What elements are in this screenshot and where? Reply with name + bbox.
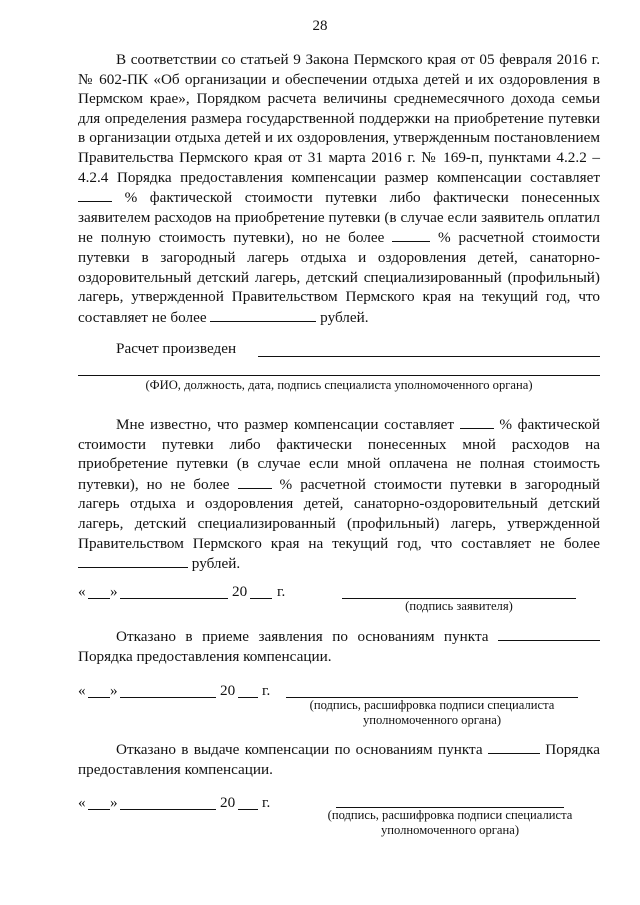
p3-text-b: Порядка предоставления компенсации. [78, 647, 332, 665]
refusal-application-paragraph [78, 626, 600, 666]
percent-blank-3[interactable] [460, 414, 494, 429]
specialist-signature-caption-1 [286, 698, 578, 728]
percent-blank-4[interactable] [238, 474, 272, 489]
date2-month-field[interactable] [120, 697, 216, 698]
caption-line: уполномоченного органа) [362, 713, 502, 727]
date1-month-field[interactable] [120, 598, 228, 599]
rubles-blank-2[interactable] [78, 553, 188, 568]
p1-text-d: рублей. [320, 308, 369, 326]
p2-text-c: % расчетной стоимости путевки в загородный лагерь отдыха и оздоровления детей, санаторно-оздоровительный детский лагерь, детский специализированный (профильный) лагерь, утвержденной Правительством Пермского края на текущий год, что составляет не более [78, 475, 601, 552]
caption-line: уполномоченного органа) [380, 823, 520, 837]
acknowledgement-paragraph [78, 414, 600, 574]
refusal-clause-blank-2[interactable] [488, 739, 540, 754]
percent-blank-1[interactable] [78, 187, 112, 202]
p4-text-b: Порядка предоставления компенсации. [78, 741, 600, 778]
applicant-signature-caption: (подпись заявителя) [405, 599, 513, 613]
date3-month-field[interactable] [120, 809, 216, 810]
refusal-payment-paragraph [78, 739, 600, 779]
calculation-label: Расчет произведен [116, 340, 237, 357]
calculation-field[interactable] [258, 356, 600, 357]
date2-year-suffix: г. [262, 682, 271, 699]
p1-text-b: % фактической стоимости путевки либо фактически понесенных заявителем расходов на приобретение путевки (в случае если заявитель оплатил не полную стоимость путевки), но не более [78, 189, 601, 247]
specialist-signature-caption-2 [312, 808, 588, 838]
p2-text-a: Мне известно, что размер компенсации составляет [116, 416, 455, 433]
date2-year-prefix: 20 [220, 682, 236, 699]
p1-text-c: % расчетной стоимости путевки в загородный лагерь отдыха и оздоровления детей, санаторно-оздоровительный детский лагерь, детский специализированный (профильный) лагерь, утвержденной Правительством Пермского края на текущий год, что составляет не более [78, 229, 601, 326]
p3-text-a: Отказано в приеме заявления по основаниям пункта [116, 628, 489, 645]
date2-day-field[interactable] [88, 697, 110, 698]
date3-year-suffix: г. [262, 794, 271, 811]
page-number: 28 [312, 18, 328, 34]
rubles-blank-1[interactable] [210, 307, 316, 322]
date2-year-field[interactable] [238, 697, 258, 698]
caption-line: (подпись, расшифровка подписи специалиста [327, 808, 573, 822]
date1-year-suffix: г. [277, 583, 286, 600]
p4-text-a: Отказано в выдаче компенсации по основаниям пункта [116, 741, 483, 758]
date1-close-quote: » [110, 583, 118, 600]
date3-year-field[interactable] [238, 809, 258, 810]
date3-year-prefix: 20 [220, 794, 236, 811]
calculation-field-line-2[interactable] [78, 375, 600, 376]
p2-text-b: % фактической стоимости путевки либо фактически понесенных мной расходов на приобретение путевки (в случае если мной оплачена не полная стоимость путевки), но не более [78, 416, 601, 493]
p2-text-d: рублей. [191, 555, 241, 573]
date3-day-field[interactable] [88, 809, 110, 810]
calculation-caption: (ФИО, должность, дата, подпись специалиста уполномоченного органа) [145, 378, 533, 392]
date3-open-quote: « [78, 794, 86, 811]
date1-day-field[interactable] [88, 598, 110, 599]
p1-text-a: В соответствии со статьей 9 Закона Пермского края от 05 февраля 2016 г. № 602-ПК «Об организации и обеспечении отдыха детей и их оздоровления в Пермском крае», Порядком расчета величины среднемесячного дохода семьи для определения размера государственной поддержки на приобретение путевки в организации отдыха детей и их оздоровления, утвержденным постановлением Правительства Пермского края от 31 марта 2016 г. № 169-п, пунктами 4.2.2 – 4.2.4 Порядка предоставления компенсации размер компенсации составляет [78, 51, 600, 186]
date1-year-prefix: 20 [232, 583, 248, 600]
refusal-clause-blank-1[interactable] [498, 626, 600, 641]
date1-year-field[interactable] [250, 598, 272, 599]
date3-close-quote: » [110, 794, 118, 811]
percent-blank-2[interactable] [392, 227, 430, 242]
date1-open-quote: « [78, 583, 86, 600]
compensation-paragraph [78, 50, 600, 327]
date2-open-quote: « [78, 682, 86, 699]
caption-line: (подпись, расшифровка подписи специалиста [309, 698, 555, 712]
date2-close-quote: » [110, 682, 118, 699]
